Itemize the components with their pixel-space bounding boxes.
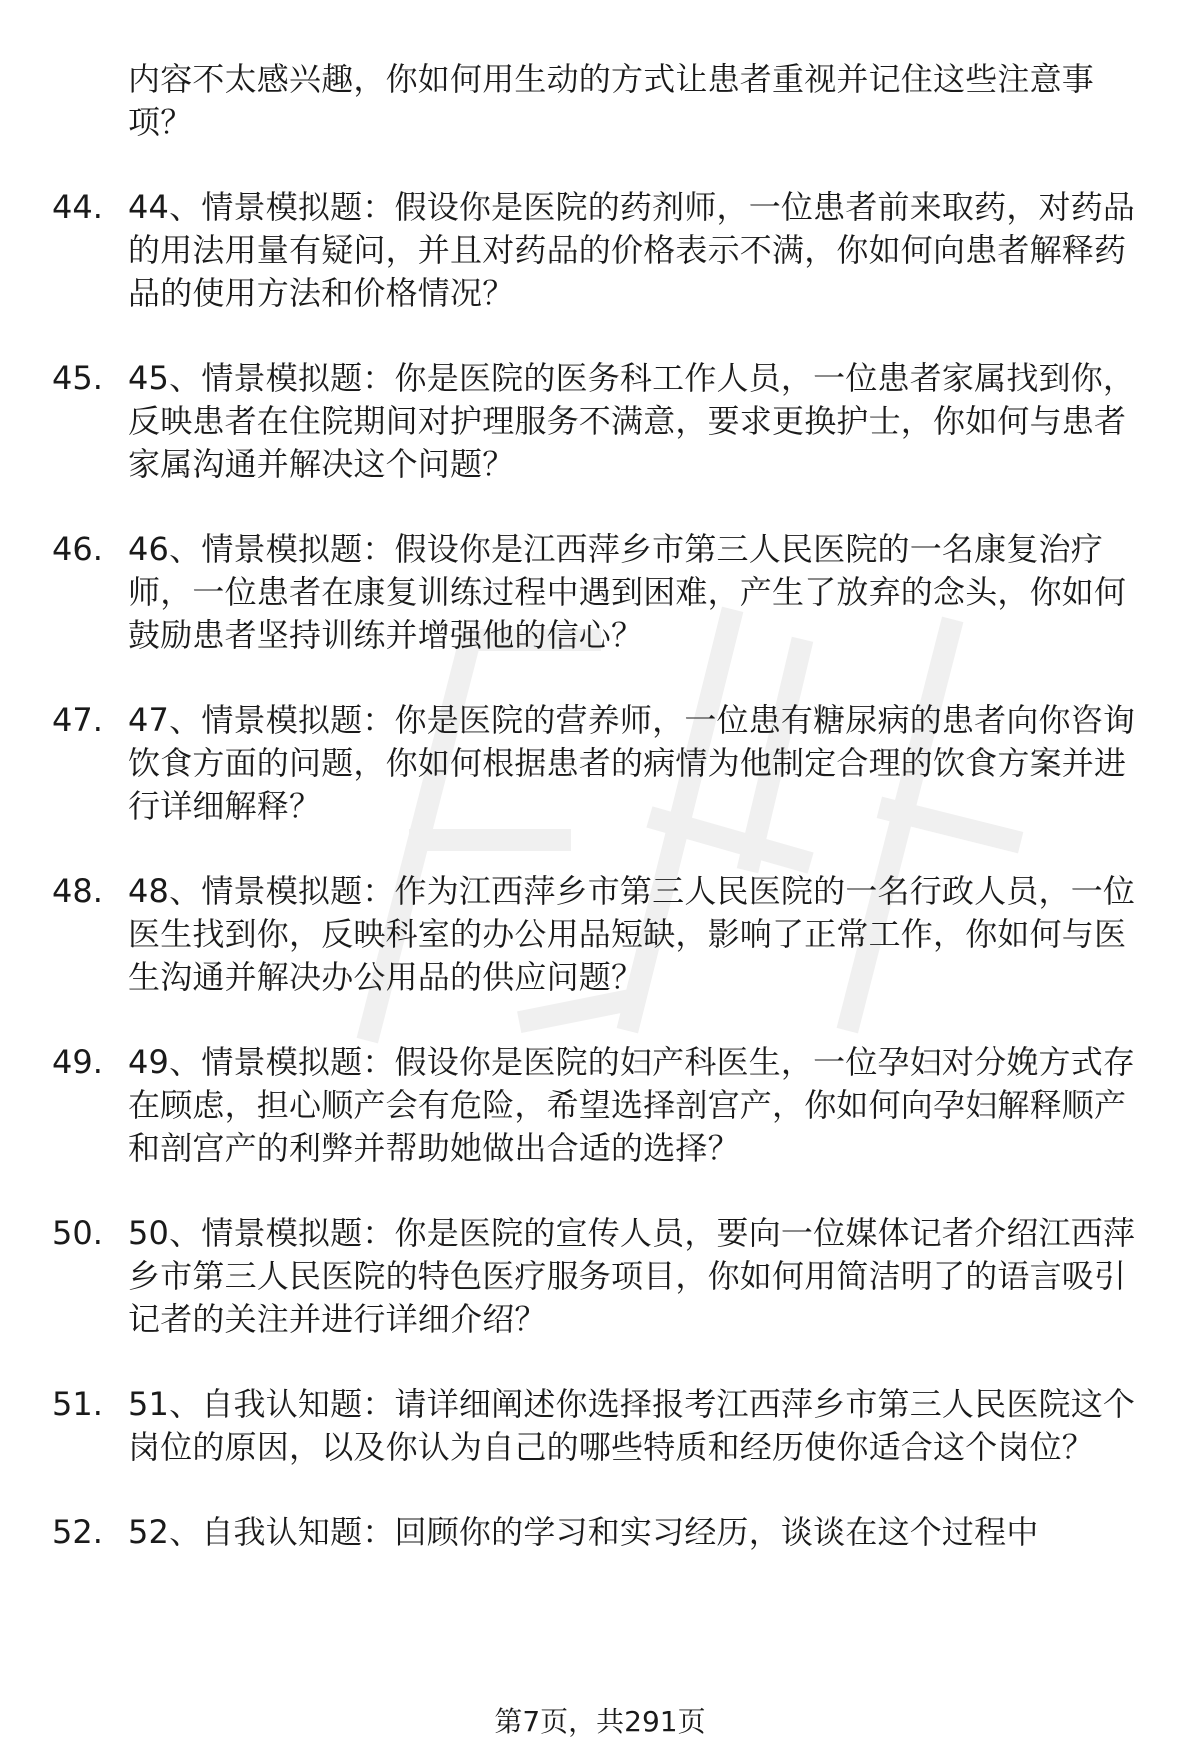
question-number: 48. xyxy=(52,872,103,910)
question-item-46 xyxy=(0,528,1200,657)
page-footer: 第7页，共291页 xyxy=(494,1705,706,1738)
question-item-49 xyxy=(0,1041,1200,1170)
question-text: 45、情景模拟题：你是医院的医务科工作人员，一位患者家属找到你，反映患者在住院期间对护理服务不满意，要求更换护士，你如何与患者家属沟通并解决这个问题？ xyxy=(128,359,1136,483)
question-item-52 xyxy=(0,1511,1200,1554)
question-text: 49、情景模拟题：假设你是医院的妇产科医生，一位孕妇对分娩方式存在顾虑，担心顺产会有危险，希望选择剖宫产，你如何向孕妇解释顺产和剖宫产的利弊并帮助她做出合适的选择？ xyxy=(128,1043,1136,1167)
question-item-47 xyxy=(0,699,1200,828)
question-number: 47. xyxy=(52,701,103,739)
question-item-51 xyxy=(0,1383,1200,1469)
question-number: 46. xyxy=(52,530,103,568)
question-text: 47、情景模拟题：你是医院的营养师，一位患有糖尿病的患者向你咨询饮食方面的问题，你如何根据患者的病情为他制定合理的饮食方案并进行详细解释？ xyxy=(128,701,1136,825)
question-item-48 xyxy=(0,870,1200,999)
question-number: 45. xyxy=(52,359,103,397)
question-text: 44、情景模拟题：假设你是医院的药剂师，一位患者前来取药，对药品的用法用量有疑问，并且对药品的价格表示不满，你如何向患者解释药品的使用方法和价格情况？ xyxy=(128,188,1136,312)
question-text: 50、情景模拟题：你是医院的宣传人员，要向一位媒体记者介绍江西萍乡市第三人民医院的特色医疗服务项目，你如何用简洁明了的语言吸引记者的关注并进行详细介绍？ xyxy=(128,1214,1136,1338)
question-number: 49. xyxy=(52,1043,103,1081)
question-number: 50. xyxy=(52,1214,103,1252)
question-item-44 xyxy=(0,186,1200,315)
question-text: 52、自我认知题：回顾你的学习和实习经历，谈谈在这个过程中 xyxy=(128,1513,1039,1551)
question-number: 52. xyxy=(52,1513,103,1551)
question-list xyxy=(0,58,1200,1554)
question-text: 46、情景模拟题：假设你是江西萍乡市第三人民医院的一名康复治疗师，一位患者在康复训练过程中遇到困难，产生了放弃的念头，你如何鼓励患者坚持训练并增强他的信心？ xyxy=(128,530,1127,654)
question-item-50 xyxy=(0,1212,1200,1341)
question-number: 51. xyxy=(52,1385,103,1423)
question-text: 48、情景模拟题：作为江西萍乡市第三人民医院的一名行政人员，一位医生找到你，反映科室的办公用品短缺，影响了正常工作，你如何与医生沟通并解决办公用品的供应问题？ xyxy=(128,872,1136,996)
question-number: 44. xyxy=(52,188,103,226)
question-item-45 xyxy=(0,357,1200,486)
continuation-text: 内容不太感兴趣，你如何用生动的方式让患者重视并记住这些注意事项？ xyxy=(128,60,1095,141)
question-text: 51、自我认知题：请详细阐述你选择报考江西萍乡市第三人民医院这个岗位的原因，以及你认为自己的哪些特质和经历使你适合这个岗位？ xyxy=(128,1385,1136,1466)
